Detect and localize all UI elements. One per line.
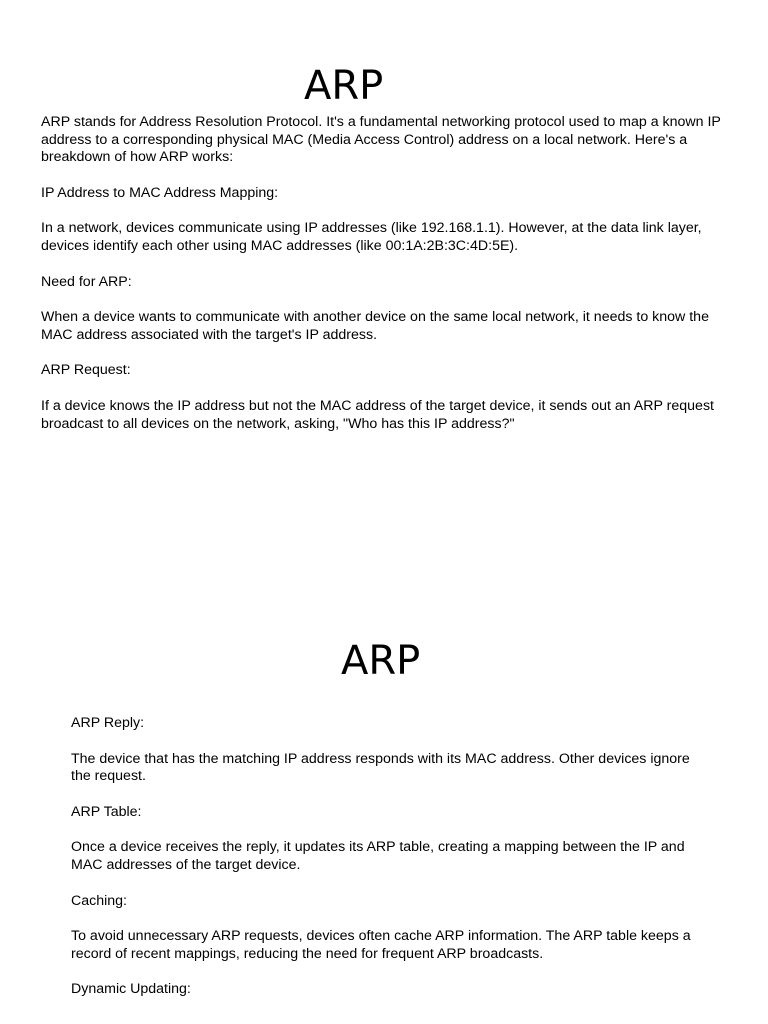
body-paragraph: When a device wants to communicate with another device on the same local network, it needs to know the MAC address associated with the target's IP address. xyxy=(41,309,709,343)
body-paragraph: If a device knows the IP address but not the MAC address of the target device, it sends out an ARP request broadcast to all devices on the network, asking, "Who has this IP address?" xyxy=(41,397,714,432)
slide-body xyxy=(71,715,711,1017)
body-paragraph: The device that has the matching IP address responds with its MAC address. Other devices ignore the request. xyxy=(71,750,690,785)
section-heading: ARP Request: xyxy=(41,362,131,379)
section-heading: IP Address to MAC Address Mapping: xyxy=(41,184,279,201)
section-heading: ARP Reply: xyxy=(71,715,145,731)
slide-title: ARP xyxy=(341,638,421,684)
slide-body xyxy=(41,114,731,451)
section-heading: Dynamic Updating: xyxy=(71,981,191,998)
intro-paragraph: ARP stands for Address Resolution Protocol. It's a fundamental networking protocol used to map a known IP address to a corresponding physical MAC (Media Access Control) address on a local network. Here's a breakdown of how ARP works: xyxy=(41,114,721,166)
section-heading: ARP Table: xyxy=(71,803,142,820)
body-paragraph: Once a device receives the reply, it updates its ARP table, creating a mapping between the IP and MAC addresses of the target device. xyxy=(71,839,685,873)
section-heading: Caching: xyxy=(71,892,127,909)
slide-2 xyxy=(0,580,768,1024)
slide-title: ARP xyxy=(304,63,384,109)
body-paragraph: In a network, devices communicate using IP addresses (like 192.168.1.1). However, at the data link layer, devices identify each other using MAC addresses (like 00:1A:2B:3C:4D:5E). xyxy=(41,220,702,254)
body-paragraph: To avoid unnecessary ARP requests, devices often cache ARP information. The ARP table keeps a record of recent mappings, reducing the need for frequent ARP broadcasts. xyxy=(71,928,691,962)
section-heading: Need for ARP: xyxy=(41,273,132,290)
